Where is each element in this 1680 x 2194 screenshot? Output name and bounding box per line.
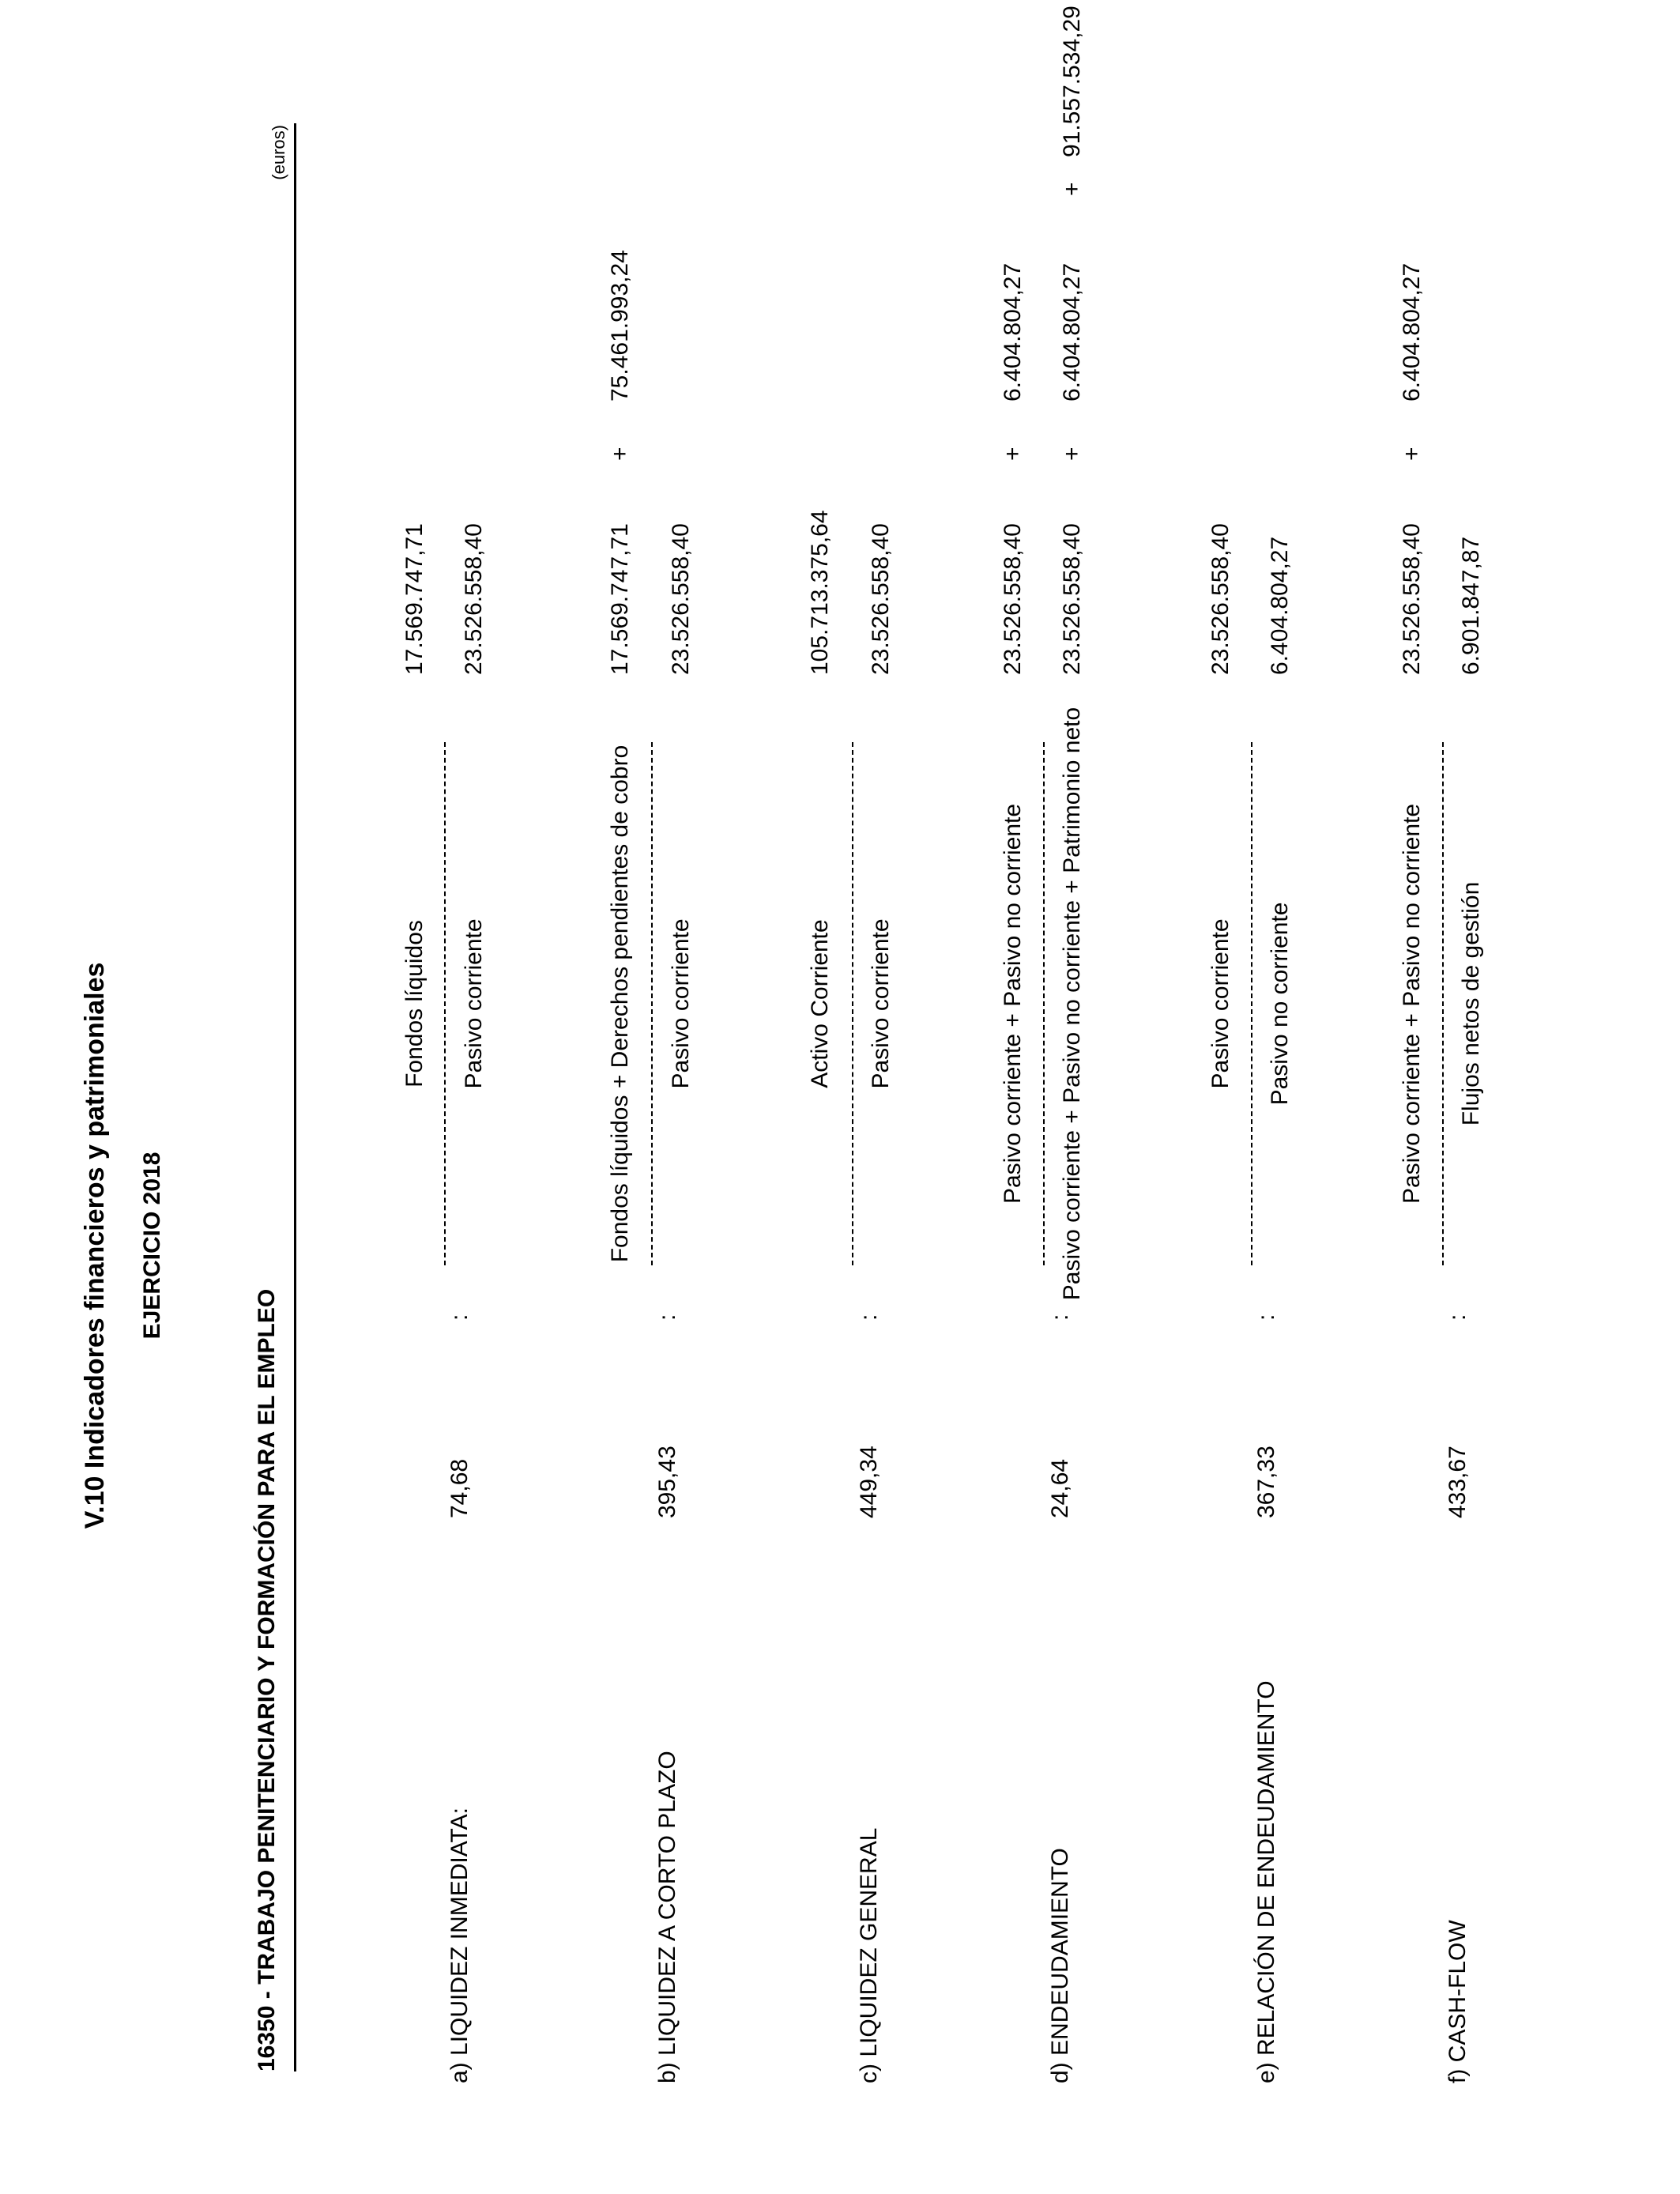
indicator-value: 74,68 bbox=[446, 1458, 473, 1518]
page-title: V.10 Indicadores financieros y patrimoniales bbox=[80, 962, 110, 1529]
denominator-amount: 23.526.558,40 bbox=[461, 523, 487, 675]
denominator-formula: Pasivo no corriente bbox=[1267, 902, 1293, 1106]
numerator-amount: 6.404.804,27 bbox=[1000, 262, 1026, 401]
numerator-amount: 23.526.558,40 bbox=[1207, 523, 1234, 675]
denominator-formula: Pasivo corriente bbox=[668, 918, 694, 1089]
indicator-value: 24,64 bbox=[1047, 1458, 1073, 1518]
denominator-amount: 23.526.558,40 bbox=[1059, 523, 1085, 675]
plus-sign: + bbox=[1399, 447, 1425, 461]
indicator-colon: : bbox=[1445, 1314, 1471, 1321]
denominator-amount: 23.526.558,40 bbox=[868, 523, 894, 675]
indicator-colon: : bbox=[1253, 1314, 1279, 1321]
fraction-line bbox=[1251, 742, 1252, 1265]
numerator-amount: 75.461.993,24 bbox=[607, 250, 633, 401]
exercise-subtitle: EJERCICIO 2018 bbox=[139, 1152, 165, 1340]
indicator-colon: : bbox=[446, 1314, 473, 1321]
plus-sign: + bbox=[1059, 182, 1085, 196]
denominator-formula: Flujos netos de gestión bbox=[1458, 881, 1484, 1126]
plus-sign: + bbox=[607, 447, 633, 461]
fraction-line bbox=[651, 742, 653, 1265]
department-heading: 16350 - TRABAJO PENITENCIARIO Y FORMACIÓN PARA EL EMPLEO bbox=[254, 1288, 280, 2071]
denominator-formula: Pasivo corriente bbox=[868, 918, 894, 1089]
fraction-line bbox=[444, 742, 446, 1265]
indicator-value: 395,43 bbox=[654, 1446, 680, 1518]
numerator-formula: Pasivo corriente bbox=[1207, 918, 1234, 1089]
numerator-formula: Fondos líquidos + Derechos pendientes de cobro bbox=[607, 745, 633, 1263]
numerator-amount: 6.404.804,27 bbox=[1399, 262, 1425, 401]
fraction-line bbox=[1043, 742, 1045, 1265]
numerator-amount: 17.569.747,71 bbox=[607, 523, 633, 675]
denominator-amount: 23.526.558,40 bbox=[668, 523, 694, 675]
indicator-value: 367,33 bbox=[1253, 1446, 1279, 1518]
indicator-colon: : bbox=[1047, 1314, 1073, 1321]
numerator-formula: Pasivo corriente + Pasivo no corriente bbox=[1399, 803, 1425, 1204]
indicator-value: 449,34 bbox=[856, 1446, 882, 1518]
heading-rule bbox=[294, 123, 296, 2071]
indicator-label: d) ENDEUDAMIENTO bbox=[1047, 1848, 1073, 2083]
indicator-label: e) RELACIÓN DE ENDEUDAMIENTO bbox=[1253, 1680, 1279, 2083]
currency-note: (euros) bbox=[269, 125, 288, 180]
denominator-amount: 6.404.804,27 bbox=[1267, 536, 1293, 675]
denominator-amount: 6.404.804,27 bbox=[1059, 262, 1085, 401]
numerator-formula: Activo Corriente bbox=[807, 919, 833, 1088]
indicator-label: b) LIQUIDEZ A CORTO PLAZO bbox=[654, 1751, 680, 2083]
numerator-amount: 17.569.747,71 bbox=[401, 523, 428, 675]
numerator-formula: Fondos líquidos bbox=[401, 920, 428, 1088]
plus-sign: + bbox=[1000, 447, 1026, 461]
denominator-amount: 6.901.847,87 bbox=[1458, 536, 1484, 675]
numerator-formula: Pasivo corriente + Pasivo no corriente bbox=[1000, 803, 1026, 1204]
indicator-colon: : bbox=[856, 1314, 882, 1321]
numerator-amount: 23.526.558,40 bbox=[1000, 523, 1026, 675]
indicator-colon: : bbox=[654, 1314, 680, 1321]
fraction-line bbox=[1442, 742, 1444, 1265]
indicator-label: c) LIQUIDEZ GENERAL bbox=[856, 1827, 882, 2083]
denominator-formula: Pasivo corriente + Pasivo no corriente + Patrimonio neto bbox=[1059, 707, 1085, 1301]
numerator-amount: 23.526.558,40 bbox=[1399, 523, 1425, 675]
denominator-amount: 91.557.534,29 bbox=[1059, 6, 1085, 157]
plus-sign: + bbox=[1059, 447, 1085, 461]
indicator-label: f) CASH-FLOW bbox=[1445, 1920, 1471, 2083]
indicator-label: a) LIQUIDEZ INMEDIATA: bbox=[446, 1808, 473, 2083]
indicator-value: 433,67 bbox=[1445, 1446, 1471, 1518]
numerator-amount: 105.713.375,64 bbox=[807, 510, 833, 675]
fraction-line bbox=[852, 742, 853, 1265]
denominator-formula: Pasivo corriente bbox=[461, 918, 487, 1089]
